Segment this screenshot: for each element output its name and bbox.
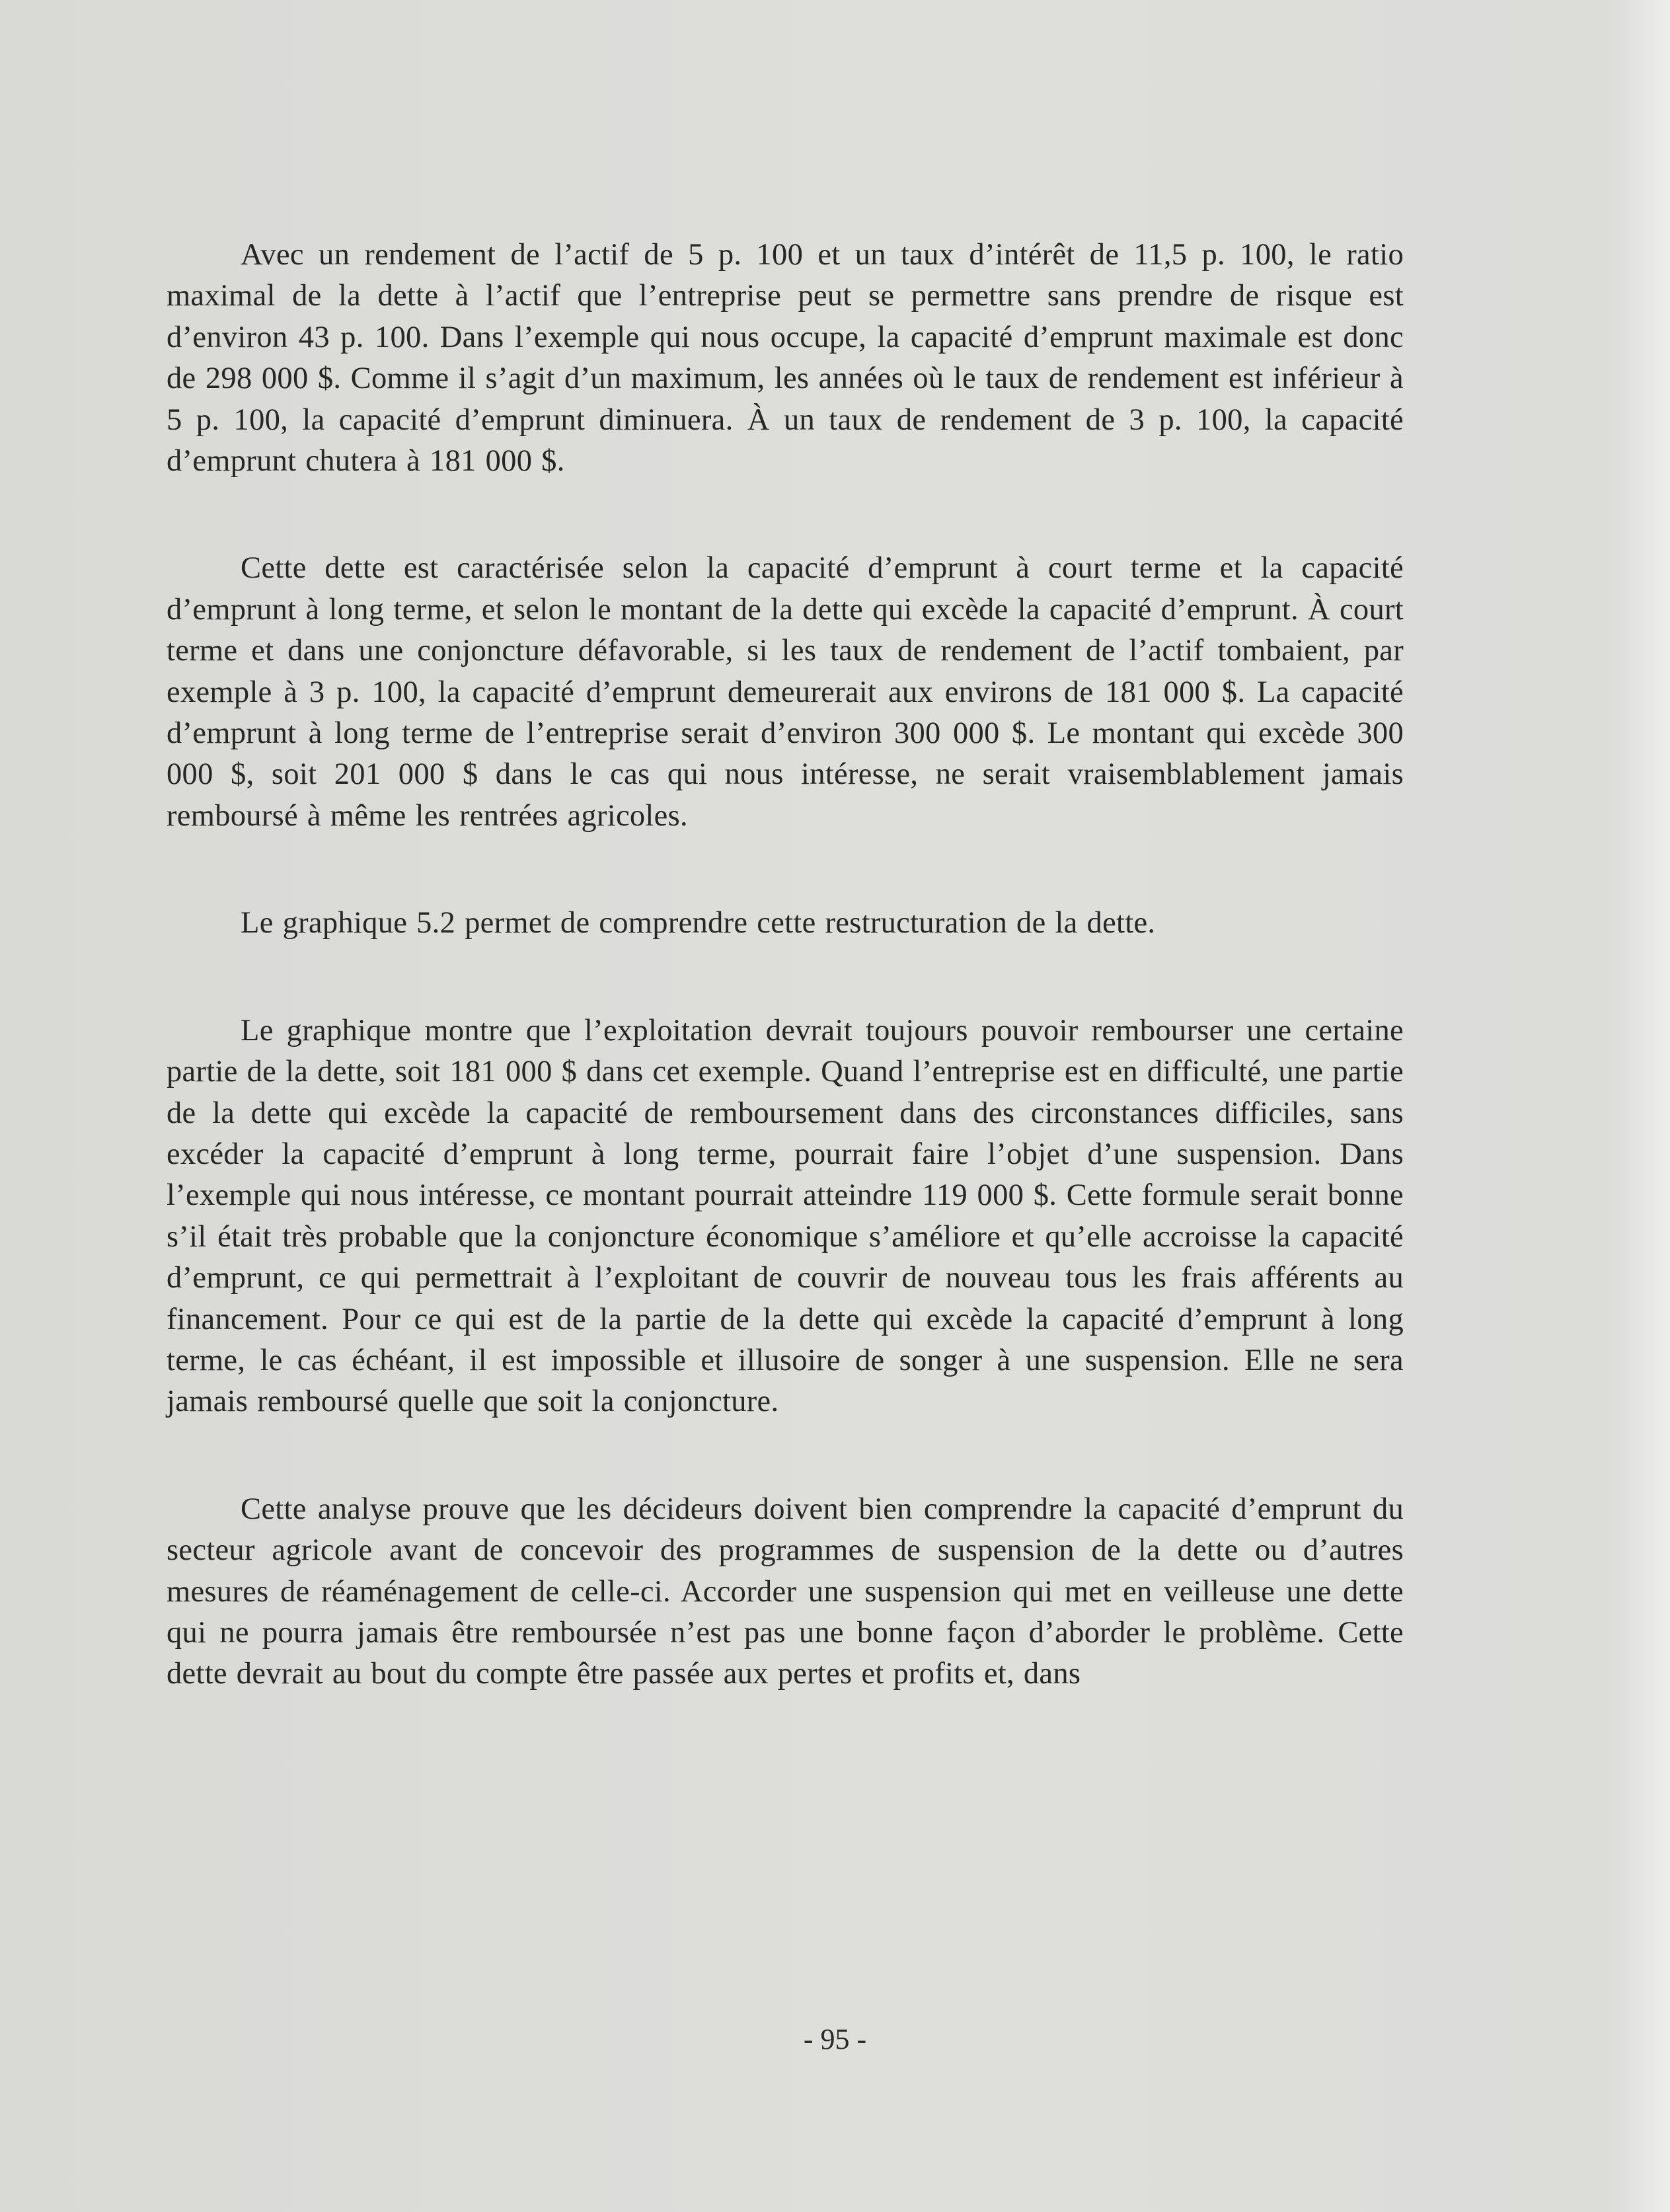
paragraph-debt-ratio: Avec un rendement de l’actif de 5 p. 100 et un taux d’intérêt de 11,5 p. 100, le ratio maximal de la dette à l’actif que l’entreprise peut se permettre sans prendre de risque est d’environ 43 p. 100. Dans l’exemple qui nous occupe, la capacité d’emprunt maximale est donc de 298 000 $. Comme il s’agit d’un maximum, les années où le taux de rendement est inférieur à 5 p. 100, la capacité d’emprunt diminuera. À un taux de rendement de 3 p. 100, la capacité d’emprunt chutera à 181 000 $.: [167, 238, 1404, 478]
body-text: [167, 235, 1404, 1695]
page-edge-shading: [1624, 0, 1670, 2212]
paragraph-graph-explanation: Le graphique montre que l’exploitation devrait toujours pouvoir rembourser une certaine partie de la dette, soit 181 000 $ dans cet exemple. Quand l’entreprise est en difficulté, une partie de la dette qui excède la capacité de remboursement dans des circonstances difficiles, sans excéder la capacité d’emprunt à long terme, pourrait faire l’objet d’une suspension. Dans l’exemple qui nous intéresse, ce montant pourrait atteindre 119 000 $. Cette formule serait bonne s’il était très probable que la conjoncture économique s’améliore et qu’elle accroisse la capacité d’emprunt, ce qui permettrait à l’exploitant de couvrir de nouveau tous les frais afférents au financement. Pour ce qui est de la partie de la dette qui excède la capacité d’emprunt à long terme, le cas échéant, il est impossible et illusoire de songer à une suspension. Elle ne sera jamais remboursé quelle que soit la conjoncture.: [167, 1013, 1404, 1419]
paragraph-analysis-conclusion: Cette analyse prouve que les décideurs doivent bien comprendre la capacité d’emprunt du secteur agricole avant de concevoir des programmes de suspension de la dette ou d’autres mesures de réaménagement de celle-ci. Accorder une suspension qui met en veilleuse une dette qui ne pourra jamais être remboursée n’est pas une bonne façon d’aborder le problème. Cette dette devrait au bout du compte être passée aux pertes et profits et, dans: [167, 1492, 1404, 1691]
paragraph-graph-reference: Le graphique 5.2 permet de comprendre cette restructuration de la dette.: [241, 906, 1156, 940]
page-number: - 95 -: [803, 2023, 867, 2055]
paragraph-debt-characterization: Cette dette est caractérisée selon la capacité d’emprunt à court terme et la capacité d’emprunt à long terme, et selon le montant de la dette qui excède la capacité d’emprunt. À court terme et dans une conjoncture défavorable, si les taux de rendement de l’actif tombaient, par exemple à 3 p. 100, la capacité d’emprunt demeurerait aux environs de 181 000 $. La capacité d’emprunt à long terme de l’entreprise serait d’environ 300 000 $. Le montant qui excède 300 000 $, soit 201 000 $ dans le cas qui nous intéresse, ne serait vraisemblablement jamais remboursé à même les rentrées agricoles.: [167, 551, 1404, 833]
